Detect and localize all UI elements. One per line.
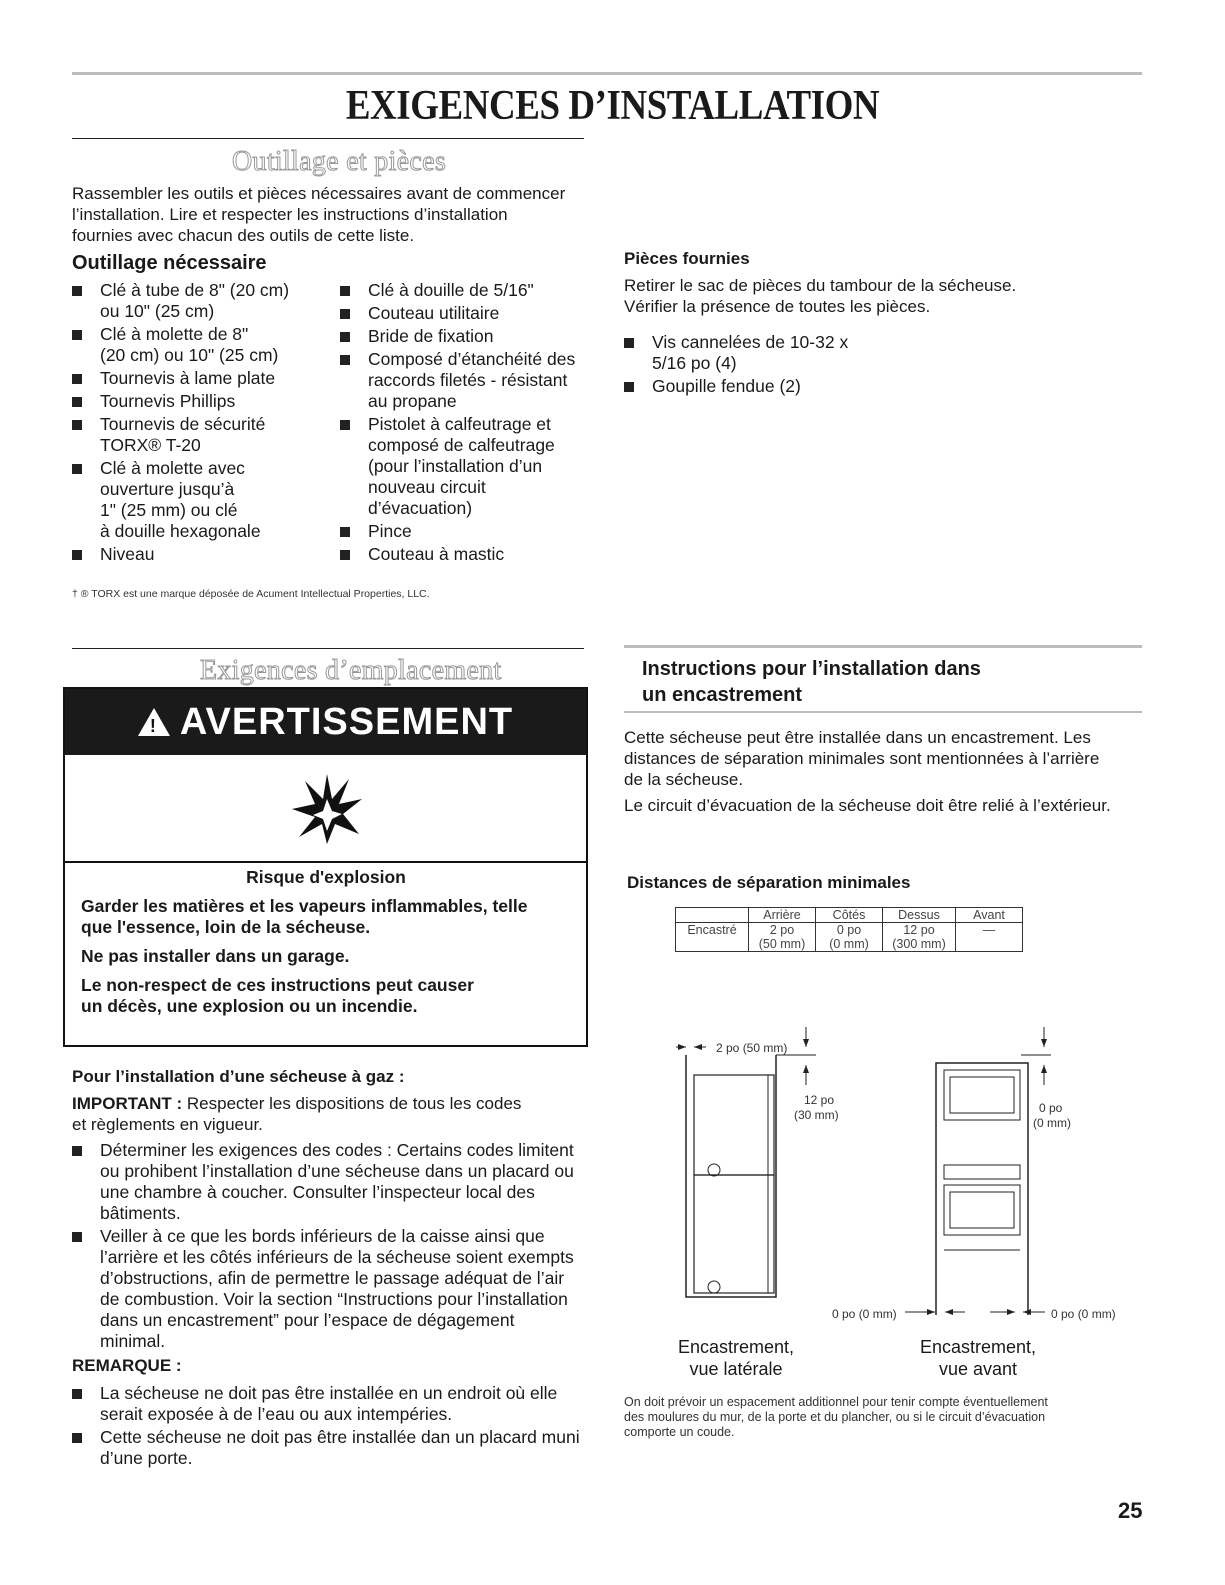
top-gap-label-1: 12 po	[804, 1093, 835, 1107]
list-item-line: Couteau à mastic	[368, 544, 505, 564]
list-item-line: 1" (25 mm) ou clé	[100, 500, 238, 520]
list-item	[72, 280, 337, 322]
list-item-line: une chambre à coucher. Consulter l’inspecteur local des	[100, 1182, 535, 1202]
location-section-title: Exigences d’emplacement	[200, 655, 502, 686]
list-item-line: d’évacuation)	[368, 498, 473, 518]
parts-list	[624, 332, 924, 399]
list-item	[72, 391, 337, 412]
note-bullets	[72, 1383, 597, 1471]
list-item	[340, 349, 610, 412]
warning-header	[65, 689, 586, 755]
list-item-line: Composé d’étanchéité des	[368, 349, 576, 369]
table-header: Avant	[956, 908, 1023, 923]
list-item-line: Couteau utilitaire	[368, 303, 500, 323]
bullet-icon	[72, 1389, 82, 1399]
list-item-line: Déterminer les exigences des codes : Certains codes limitent	[100, 1140, 574, 1160]
list-item-line: TORX® T-20	[100, 435, 201, 455]
list-item-line: Pince	[368, 521, 412, 541]
list-item	[72, 1226, 597, 1352]
list-item-line: Goupille fendue (2)	[652, 376, 801, 396]
list-item	[72, 458, 337, 542]
list-item-line: d’obstructions, afin de permettre le passage adéquat de l’air	[100, 1268, 565, 1288]
front-gap-arrows	[905, 1300, 1045, 1324]
list-item-line: Tournevis à lame plate	[100, 368, 276, 388]
bullet-icon	[340, 420, 350, 430]
list-item	[340, 544, 610, 565]
alcove-heading: Instructions pour l’installation dans un encastrement	[642, 658, 981, 706]
bullet-icon	[72, 374, 82, 384]
bullet-icon	[72, 1433, 82, 1443]
list-item-line: composé de calfeutrage	[368, 435, 555, 455]
list-item-line: Tournevis de sécurité	[100, 414, 266, 434]
list-item-line: ouverture jusqu’à	[100, 479, 235, 499]
list-item-line: La sécheuse ne doit pas être installée en un endroit où elle	[100, 1383, 558, 1403]
front-view-diagram	[926, 1025, 1056, 1315]
required-tools-list-1	[72, 280, 337, 567]
table-header	[676, 908, 749, 923]
warning-risk: Risque d'explosion	[246, 867, 406, 887]
note-heading: REMARQUE :	[72, 1356, 182, 1375]
list-item-line: Pistolet à calfeutrage et	[368, 414, 551, 434]
front-right-label: 0 po (0 mm)	[1051, 1307, 1116, 1321]
gas-heading: Pour l’installation d’une sécheuse à gaz :	[72, 1067, 405, 1086]
list-item	[624, 332, 924, 374]
list-item-line: à douille hexagonale	[100, 521, 261, 541]
bullet-icon	[340, 550, 350, 560]
list-item	[72, 324, 337, 366]
bullet-icon	[72, 286, 82, 296]
list-item	[340, 280, 610, 301]
top-gap-label-2: (30 mm)	[794, 1108, 839, 1122]
front-view-caption: Encastrement, vue avant	[919, 1337, 1037, 1379]
bullet-icon	[340, 332, 350, 342]
bullet-icon	[72, 330, 82, 340]
warning-line: un décès, une explosion ou un incendie.	[81, 996, 418, 1016]
list-item-line: serait exposée à de l’eau ou aux intempéries.	[100, 1404, 453, 1424]
list-item-line: d’une porte.	[100, 1448, 193, 1468]
bullet-icon	[72, 464, 82, 474]
table-header: Dessus	[883, 908, 956, 923]
list-item-line: dans un encastrement” pour l’espace de dégagement	[100, 1310, 515, 1330]
list-item-line: Bride de fixation	[368, 326, 494, 346]
alcove-top-rule	[624, 645, 1142, 648]
warning-line: Le non-respect de ces instructions peut causer	[81, 975, 474, 995]
list-item	[72, 368, 337, 389]
table-cell: 12 po	[883, 923, 956, 938]
front-top-label-2: (0 mm)	[1033, 1116, 1071, 1130]
page-title: EXIGENCES D’INSTALLATION	[345, 83, 880, 129]
table-cell: (0 mm)	[816, 937, 883, 952]
front-left-label: 0 po (0 mm)	[832, 1307, 897, 1321]
alcove-para1: Cette sécheuse peut être installée dans un encastrement. Les distances de séparation minimales sont mentionnées à l’arrière de la sécheuse.	[624, 728, 1100, 789]
list-item-line: l’arrière et les côtés inférieurs de la sécheuse soient exempts	[100, 1247, 574, 1267]
list-item-line: Clé à douille de 5/16"	[368, 280, 534, 300]
list-item-line: Niveau	[100, 544, 155, 564]
top-rule	[72, 72, 1142, 75]
table-header: Côtés	[816, 908, 883, 923]
side-gap-label: 2 po (50 mm)	[716, 1041, 788, 1055]
torx-footnote: † ® TORX est une marque déposée de Acument Intellectual Properties, LLC.	[72, 588, 430, 600]
list-item-line: (pour l’installation d’un	[368, 456, 543, 476]
alcove-bottom-rule	[624, 711, 1142, 713]
list-item-line: au propane	[368, 391, 457, 411]
list-item-line: de combustion. Voir la section “Instructions pour l’installation	[100, 1289, 568, 1309]
table-cell: 2 po	[749, 923, 816, 938]
list-item	[340, 303, 610, 324]
tools-intro: Rassembler les outils et pièces nécessaires avant de commencer l’installation. Lire et respecter les instructions d’installation fournies avec chacun des outils de cette liste.	[72, 184, 566, 245]
required-tools-list-2	[340, 280, 610, 567]
list-item	[72, 414, 337, 456]
warning-label: AVERTISSEMENT	[179, 700, 514, 743]
list-item-line: bâtiments.	[100, 1203, 181, 1223]
bullet-icon	[624, 382, 634, 392]
warning-body	[81, 867, 571, 1017]
table-cell: —	[956, 923, 1023, 938]
table-cell	[956, 937, 1023, 952]
location-rule	[72, 648, 584, 649]
bullet-icon	[340, 355, 350, 365]
list-item-line: Vis cannelées de 10-32 x	[652, 332, 849, 352]
list-item-line: ou 10" (25 cm)	[100, 301, 215, 321]
table-cell: 0 po	[816, 923, 883, 938]
list-item-line: nouveau circuit	[368, 477, 486, 497]
bullet-icon	[72, 550, 82, 560]
gas-bullets	[72, 1140, 597, 1354]
clearance-heading: Distances de séparation minimales	[627, 873, 911, 892]
important-note: IMPORTANT : Respecter les dispositions de tous les codes et règlements en vigueur.	[72, 1094, 522, 1134]
tools-section-title: Outillage et pièces	[232, 146, 447, 177]
list-item	[72, 1140, 597, 1224]
bullet-icon	[72, 1232, 82, 1242]
table-cell: (50 mm)	[749, 937, 816, 952]
list-item	[72, 1383, 597, 1425]
list-item-line: Clé à molette de 8"	[100, 324, 249, 344]
list-item-line: (20 cm) ou 10" (25 cm)	[100, 345, 279, 365]
bullet-icon	[340, 527, 350, 537]
bullet-icon	[72, 397, 82, 407]
warning-line: Garder les matières et les vapeurs inflammables, telle	[81, 896, 528, 916]
list-item-line: 5/16 po (4)	[652, 353, 737, 373]
list-item	[624, 376, 924, 397]
alcove-para2: Le circuit d’évacuation de la sécheuse doit être relié à l’extérieur.	[624, 796, 1111, 815]
list-item-line: Clé à molette avec	[100, 458, 245, 478]
list-item-line: minimal.	[100, 1331, 166, 1351]
bullet-icon	[72, 1146, 82, 1156]
required-tools-heading: Outillage nécessaire	[72, 252, 267, 274]
front-top-label-1: 0 po	[1039, 1101, 1063, 1115]
alcove-footnote: On doit prévoir un espacement additionnel pour tenir compte éventuellement des moulures du mur, de la porte et du plancher, ou si le circuit d’évacuation comporte un coude.	[624, 1395, 1048, 1439]
bullet-icon	[72, 420, 82, 430]
list-item-line: raccords filetés - résistant	[368, 370, 568, 390]
side-view-caption: Encastrement, vue latérale	[677, 1337, 795, 1379]
title-underline	[72, 138, 584, 139]
list-item-line: Tournevis Phillips	[100, 391, 236, 411]
list-item	[340, 414, 610, 519]
table-header: Arrière	[749, 908, 816, 923]
warning-divider	[65, 861, 586, 863]
table-row-label: Encastré	[676, 923, 749, 952]
parts-intro: Retirer le sac de pièces du tambour de la sécheuse. Vérifier la présence de toutes les pièces.	[624, 276, 1017, 316]
side-view-diagram	[676, 1025, 856, 1315]
list-item	[72, 1427, 597, 1469]
list-item	[72, 544, 337, 565]
warning-line: Ne pas installer dans un garage.	[81, 946, 350, 966]
page-number: 25	[1118, 1498, 1143, 1523]
bullet-icon	[340, 286, 350, 296]
table-cell: (300 mm)	[883, 937, 956, 952]
clearance-table	[675, 907, 1023, 952]
list-item	[340, 326, 610, 347]
bullet-icon	[624, 338, 634, 348]
warning-box	[63, 687, 588, 1047]
warning-line: que l'essence, loin de la sécheuse.	[81, 917, 371, 937]
bullet-icon	[340, 309, 350, 319]
list-item	[340, 521, 610, 542]
list-item-line: Clé à tube de 8" (20 cm)	[100, 280, 290, 300]
list-item-line: Cette sécheuse ne doit pas être installée dan un placard muni	[100, 1427, 580, 1447]
parts-heading: Pièces fournies	[624, 249, 750, 268]
list-item-line: ou prohibent l’installation d’une sécheuse dans un placard ou	[100, 1161, 574, 1181]
warning-triangle-icon: !	[138, 708, 170, 736]
list-item-line: Veiller à ce que les bords inférieurs de la caisse ainsi que	[100, 1226, 545, 1246]
explosion-icon	[287, 769, 367, 849]
